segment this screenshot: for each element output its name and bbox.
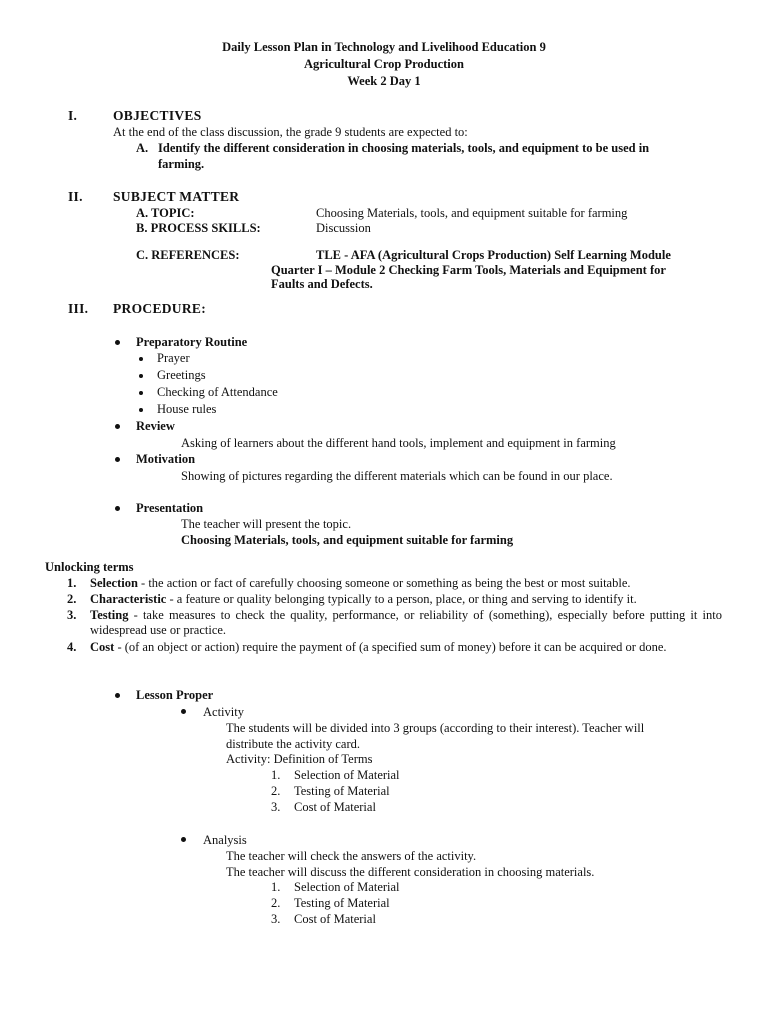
bullet-icon (115, 424, 120, 429)
analysis-item-number: 3. (271, 912, 281, 926)
term-number: 3. (67, 608, 77, 622)
term-name: Characteristic (90, 592, 167, 606)
term-text: - a feature or quality belonging typically to a person, place, or thing and serving to identify it. (166, 592, 637, 606)
doc-title: Daily Lesson Plan in Technology and Livelihood Education 9 (222, 40, 546, 54)
activity-title: Activity (203, 705, 244, 719)
section-num-objectives: I. (68, 108, 78, 123)
bullet-icon (139, 408, 143, 412)
references-line1: TLE - AFA (Agricultural Crops Production) Self Learning Module (316, 248, 671, 262)
activity-item-number: 1. (271, 768, 281, 782)
prep-item: House rules (157, 402, 217, 416)
topic-value: Choosing Materials, tools, and equipment suitable for farming (316, 206, 628, 220)
process-skills-label: B. PROCESS SKILLS: (136, 221, 261, 235)
objective-a-letter: A. (136, 141, 149, 155)
analysis-line1: The teacher will check the answers of the activity. (226, 849, 477, 863)
term-number: 4. (67, 640, 77, 654)
section-title-procedure: PROCEDURE: (113, 301, 206, 316)
section-num-procedure: III. (68, 301, 89, 316)
analysis-item-number: 2. (271, 896, 281, 910)
activity-item-number: 3. (271, 800, 281, 814)
prep-item: Checking of Attendance (157, 385, 278, 399)
motivation-text: Showing of pictures regarding the different materials which can be found in our place. (181, 469, 613, 483)
presentation-title: Presentation (136, 501, 204, 515)
unlocking-terms-title: Unlocking terms (45, 560, 134, 574)
analysis-line2: The teacher will discuss the different consideration in choosing materials. (226, 865, 595, 879)
objective-a-line1: Identify the different consideration in choosing materials, tools, and equipment to be used in (158, 141, 650, 155)
term-definition (90, 576, 631, 591)
term-definition (90, 640, 722, 655)
activity-item-number: 2. (271, 784, 281, 798)
term-definition (90, 592, 637, 607)
analysis-item: Cost of Material (294, 912, 376, 926)
term-number: 2. (67, 592, 77, 606)
bullet-icon (115, 506, 120, 511)
term-text: - (of an object or action) require the payment of (a specified sum of money) before it can be acquired or done. (114, 640, 667, 654)
activity-line1: The students will be divided into 3 groups (according to their interest). Teacher will (226, 721, 645, 735)
analysis-item-number: 1. (271, 880, 281, 894)
activity-line3: Activity: Definition of Terms (226, 752, 373, 766)
prep-item: Prayer (157, 351, 190, 365)
presentation-topic: Choosing Materials, tools, and equipment suitable for farming (181, 533, 514, 547)
term-number: 1. (67, 576, 77, 590)
bullet-icon (139, 374, 143, 378)
activity-item: Selection of Material (294, 768, 400, 782)
doc-subtitle: Agricultural Crop Production (304, 57, 464, 71)
section-title-objectives: OBJECTIVES (113, 108, 202, 123)
term-text: - take measures to check the quality, performance, or reliability of (something), especially before putting it into widespread use or practice. (90, 608, 722, 637)
objective-a-line2: farming. (158, 157, 205, 171)
review-text: Asking of learners about the different hand tools, implement and equipment in farming (181, 436, 616, 450)
activity-item: Testing of Material (294, 784, 390, 798)
bullet-icon (139, 391, 143, 395)
term-name: Testing (90, 608, 129, 622)
lesson-proper-title: Lesson Proper (136, 688, 214, 702)
activity-item: Cost of Material (294, 800, 376, 814)
section-num-subject: II. (68, 189, 83, 204)
activity-line2: distribute the activity card. (226, 737, 360, 751)
term-definition (90, 608, 722, 638)
bullet-icon (139, 357, 143, 361)
analysis-title: Analysis (203, 833, 247, 847)
prep-item: Greetings (157, 368, 206, 382)
topic-label: A. TOPIC: (136, 206, 195, 220)
motivation-title: Motivation (136, 452, 196, 466)
objectives-intro: At the end of the class discussion, the grade 9 students are expected to: (113, 125, 468, 139)
analysis-item: Selection of Material (294, 880, 400, 894)
section-title-subject: SUBJECT MATTER (113, 189, 240, 204)
doc-week-day: Week 2 Day 1 (347, 74, 421, 88)
analysis-item: Testing of Material (294, 896, 390, 910)
presentation-text: The teacher will present the topic. (181, 517, 352, 531)
preparatory-routine-title: Preparatory Routine (136, 335, 248, 349)
process-skills-value: Discussion (316, 221, 371, 235)
term-name: Cost (90, 640, 115, 654)
bullet-icon (181, 837, 186, 842)
review-title: Review (136, 419, 175, 433)
term-text: - the action or fact of carefully choosing someone or something as being the best or most suitable. (137, 576, 631, 590)
references-label: C. REFERENCES: (136, 248, 240, 262)
bullet-icon (115, 457, 120, 462)
references-line2: Quarter I – Module 2 Checking Farm Tools, Materials and Equipment for (271, 263, 666, 277)
bullet-icon (181, 709, 186, 714)
bullet-icon (115, 693, 120, 698)
references-line3: Faults and Defects. (271, 277, 373, 291)
term-name: Selection (90, 576, 138, 590)
bullet-icon (115, 340, 120, 345)
